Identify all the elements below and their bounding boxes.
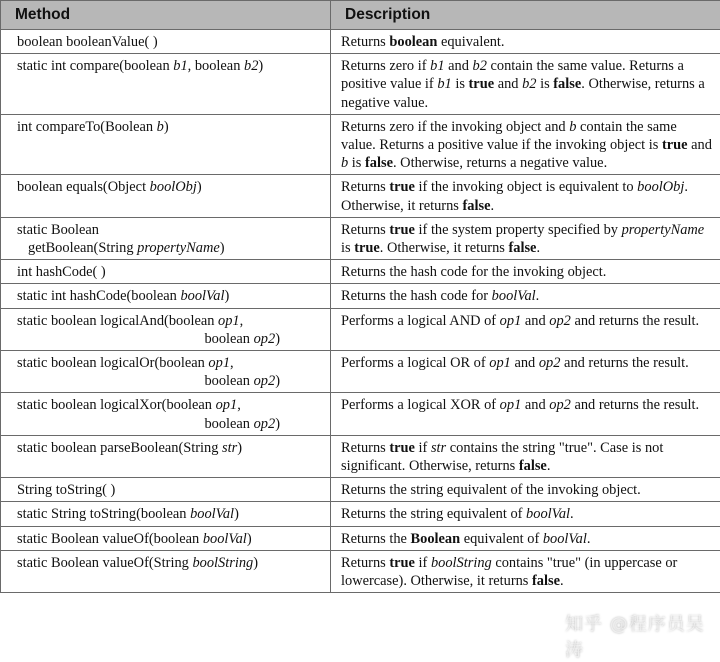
text-run: static Boolean valueOf(String	[17, 555, 192, 571]
text-run: Returns the hash code for the invoking object.	[341, 264, 606, 280]
text-run: )	[237, 440, 242, 456]
text-run: . Otherwise, it returns	[341, 179, 688, 213]
text-run: and returns the result.	[571, 397, 699, 413]
text-run: and	[521, 313, 549, 329]
text-run: is	[536, 76, 553, 92]
text-run: boolean	[204, 331, 253, 347]
text-run: )	[275, 416, 280, 432]
table-body	[1, 30, 720, 593]
text-run: .	[560, 573, 564, 589]
text-run: false	[553, 76, 581, 92]
description-cell	[331, 54, 720, 115]
text-run: boolVal	[492, 288, 536, 304]
text-run: Returns	[341, 555, 389, 571]
text-run: )	[234, 506, 239, 522]
method-cell	[1, 260, 331, 284]
text-run: b1	[437, 76, 451, 92]
text-run: if the invoking object is equivalent to	[415, 179, 637, 195]
text-run: .	[547, 458, 551, 474]
text-run: boolVal	[180, 288, 224, 304]
text-run: )	[220, 240, 225, 256]
text-run: equivalent.	[437, 34, 504, 50]
method-cell	[1, 478, 331, 502]
description-cell	[331, 550, 720, 592]
text-run: true	[354, 240, 380, 256]
text-run: )	[253, 555, 258, 571]
text-run: b1	[173, 58, 187, 74]
text-run: b2	[244, 58, 258, 74]
table-row	[1, 260, 720, 284]
text-run: if	[415, 440, 431, 456]
text-run: contain the same value. Returns a positive value if	[341, 58, 684, 92]
table-row	[1, 114, 720, 175]
text-run: equivalent of	[460, 531, 543, 547]
text-run: if	[415, 555, 431, 571]
text-run: false	[508, 240, 536, 256]
description-cell	[331, 526, 720, 550]
text-run: op2	[539, 355, 561, 371]
text-run: .	[536, 288, 540, 304]
table-header	[1, 1, 720, 30]
text-run: int compareTo(Boolean	[17, 119, 157, 135]
description-cell	[331, 114, 720, 175]
method-cell	[1, 54, 331, 115]
text-run: )	[164, 119, 169, 135]
text-run: boolean	[389, 34, 437, 50]
method-cell	[1, 175, 331, 217]
method-cell	[1, 526, 331, 550]
text-run: .	[587, 531, 591, 547]
table-row	[1, 526, 720, 550]
method-cell	[1, 30, 331, 54]
text-run: op1	[218, 313, 240, 329]
text-run: ,	[237, 397, 241, 413]
text-run: . Otherwise, it returns	[380, 240, 509, 256]
text-run: .	[490, 198, 494, 214]
description-cell	[331, 502, 720, 526]
text-run: .	[570, 506, 574, 522]
description-cell	[331, 393, 720, 435]
text-run: int hashCode( )	[17, 264, 106, 280]
text-run: contains "true" (in uppercase or lowercase). Otherwise, it returns	[341, 555, 677, 589]
text-run: and	[511, 355, 539, 371]
method-cell	[1, 393, 331, 435]
text-run: and returns the result.	[560, 355, 688, 371]
table-row	[1, 217, 720, 259]
text-run: true	[389, 179, 415, 195]
text-run: boolean booleanValue( )	[17, 34, 158, 50]
text-run: b	[157, 119, 164, 135]
text-run: boolObj	[150, 179, 197, 195]
text-run: b	[341, 155, 348, 171]
text-run: op1	[216, 397, 238, 413]
text-run: and	[688, 137, 712, 153]
text-run: . Otherwise, returns a negative value.	[393, 155, 607, 171]
text-run: boolObj	[637, 179, 684, 195]
text-run: static Boolean	[17, 222, 99, 238]
method-cell	[1, 308, 331, 350]
text-run: boolVal	[203, 531, 247, 547]
text-run: ,	[230, 355, 234, 371]
text-run: static boolean logicalXor(boolean	[17, 397, 216, 413]
text-run: )	[275, 331, 280, 347]
text-run: )	[224, 288, 229, 304]
method-cell	[1, 435, 331, 477]
text-run: Returns	[341, 440, 389, 456]
text-run: Returns the string equivalent of the invoking object.	[341, 482, 641, 498]
text-run: . Otherwise, returns a negative value.	[341, 76, 705, 110]
text-run: Performs a logical OR of	[341, 355, 489, 371]
text-run: b1	[430, 58, 444, 74]
table-row	[1, 393, 720, 435]
text-run: boolean equals(Object	[17, 179, 150, 195]
table-row	[1, 351, 720, 393]
text-run: true	[389, 222, 415, 238]
description-cell	[331, 351, 720, 393]
text-run: contains the string "true". Case is not significant. Otherwise, returns	[341, 440, 663, 474]
description-cell	[331, 435, 720, 477]
table-row	[1, 435, 720, 477]
text-run: Returns	[341, 179, 389, 195]
text-run: propertyName	[622, 222, 705, 238]
text-run: static boolean logicalAnd(boolean	[17, 313, 218, 329]
text-run: Returns zero if the invoking object and	[341, 119, 569, 135]
text-run: )	[275, 373, 280, 389]
text-run: static String toString(boolean	[17, 506, 190, 522]
text-run: false	[519, 458, 547, 474]
table-row	[1, 30, 720, 54]
text-run: .	[536, 240, 540, 256]
text-run: op2	[254, 331, 276, 347]
text-run: )	[247, 531, 252, 547]
text-run: op1	[208, 355, 230, 371]
text-run: false	[463, 198, 491, 214]
text-run: b2	[473, 58, 487, 74]
text-run: true	[389, 555, 415, 571]
text-run: static boolean parseBoolean(String	[17, 440, 222, 456]
text-run: Performs a logical AND of	[341, 313, 500, 329]
text-run: propertyName	[137, 240, 220, 256]
text-run: op2	[254, 373, 276, 389]
watermark: 知乎 @程序员吴涛	[565, 610, 720, 662]
text-run: boolString	[431, 555, 492, 571]
text-run: Returns the string equivalent of	[341, 506, 526, 522]
description-cell	[331, 478, 720, 502]
text-run: is	[348, 155, 365, 171]
text-run: boolVal	[526, 506, 570, 522]
text-run: Returns the	[341, 531, 411, 547]
text-run: Returns	[341, 34, 389, 50]
text-run: and returns the result.	[571, 313, 699, 329]
text-run: boolean	[204, 416, 253, 432]
description-cell	[331, 217, 720, 259]
text-run: false	[532, 573, 560, 589]
description-cell	[331, 308, 720, 350]
header-row	[1, 1, 720, 30]
table-row	[1, 550, 720, 592]
text-run: static boolean logicalOr(boolean	[17, 355, 208, 371]
text-run: op1	[500, 313, 522, 329]
text-run: and	[494, 76, 522, 92]
text-run: and	[521, 397, 549, 413]
table-row	[1, 502, 720, 526]
description-cell	[331, 260, 720, 284]
text-run: op1	[489, 355, 511, 371]
description-column-header: Description	[331, 1, 720, 30]
description-cell	[331, 284, 720, 308]
text-run: Returns the hash code for	[341, 288, 492, 304]
text-run: op1	[500, 397, 522, 413]
text-run: Returns zero if	[341, 58, 430, 74]
text-run: true	[469, 76, 495, 92]
table-row	[1, 54, 720, 115]
text-run: contain the same value. Returns a positive value if the invoking object is	[341, 119, 677, 153]
text-run: b	[569, 119, 576, 135]
description-cell	[331, 175, 720, 217]
text-run: false	[365, 155, 393, 171]
method-cell	[1, 114, 331, 175]
text-run: ,	[240, 313, 244, 329]
text-run: )	[258, 58, 263, 74]
method-cell	[1, 502, 331, 526]
text-run: boolVal	[543, 531, 587, 547]
text-run: String toString( )	[17, 482, 115, 498]
text-run: boolVal	[190, 506, 234, 522]
text-run: is	[341, 240, 354, 256]
text-run: and	[445, 58, 473, 74]
text-run: b2	[522, 76, 536, 92]
table-row	[1, 284, 720, 308]
text-run: true	[389, 440, 415, 456]
text-run: , boolean	[188, 58, 244, 74]
text-run: static Boolean valueOf(boolean	[17, 531, 203, 547]
method-cell	[1, 284, 331, 308]
text-run: is	[452, 76, 469, 92]
text-run: static int compare(boolean	[17, 58, 173, 74]
text-run: static int hashCode(boolean	[17, 288, 180, 304]
text-run: Performs a logical XOR of	[341, 397, 500, 413]
method-cell	[1, 351, 331, 393]
text-run: str	[222, 440, 237, 456]
method-column-header: Method	[1, 1, 331, 30]
text-run: op2	[549, 313, 571, 329]
text-run: )	[197, 179, 202, 195]
text-run: if the system property specified by	[415, 222, 622, 238]
description-cell	[331, 30, 720, 54]
method-cell	[1, 550, 331, 592]
text-run: boolean	[204, 373, 253, 389]
text-run: boolString	[192, 555, 253, 571]
text-run: Returns	[341, 222, 389, 238]
table-row	[1, 478, 720, 502]
text-run: Boolean	[411, 531, 461, 547]
method-cell	[1, 217, 331, 259]
table-row	[1, 308, 720, 350]
text-run: str	[431, 440, 446, 456]
text-run: op2	[549, 397, 571, 413]
text-run: true	[662, 137, 688, 153]
text-run: op2	[254, 416, 276, 432]
text-run: getBoolean(String	[28, 240, 137, 256]
table-row	[1, 175, 720, 217]
